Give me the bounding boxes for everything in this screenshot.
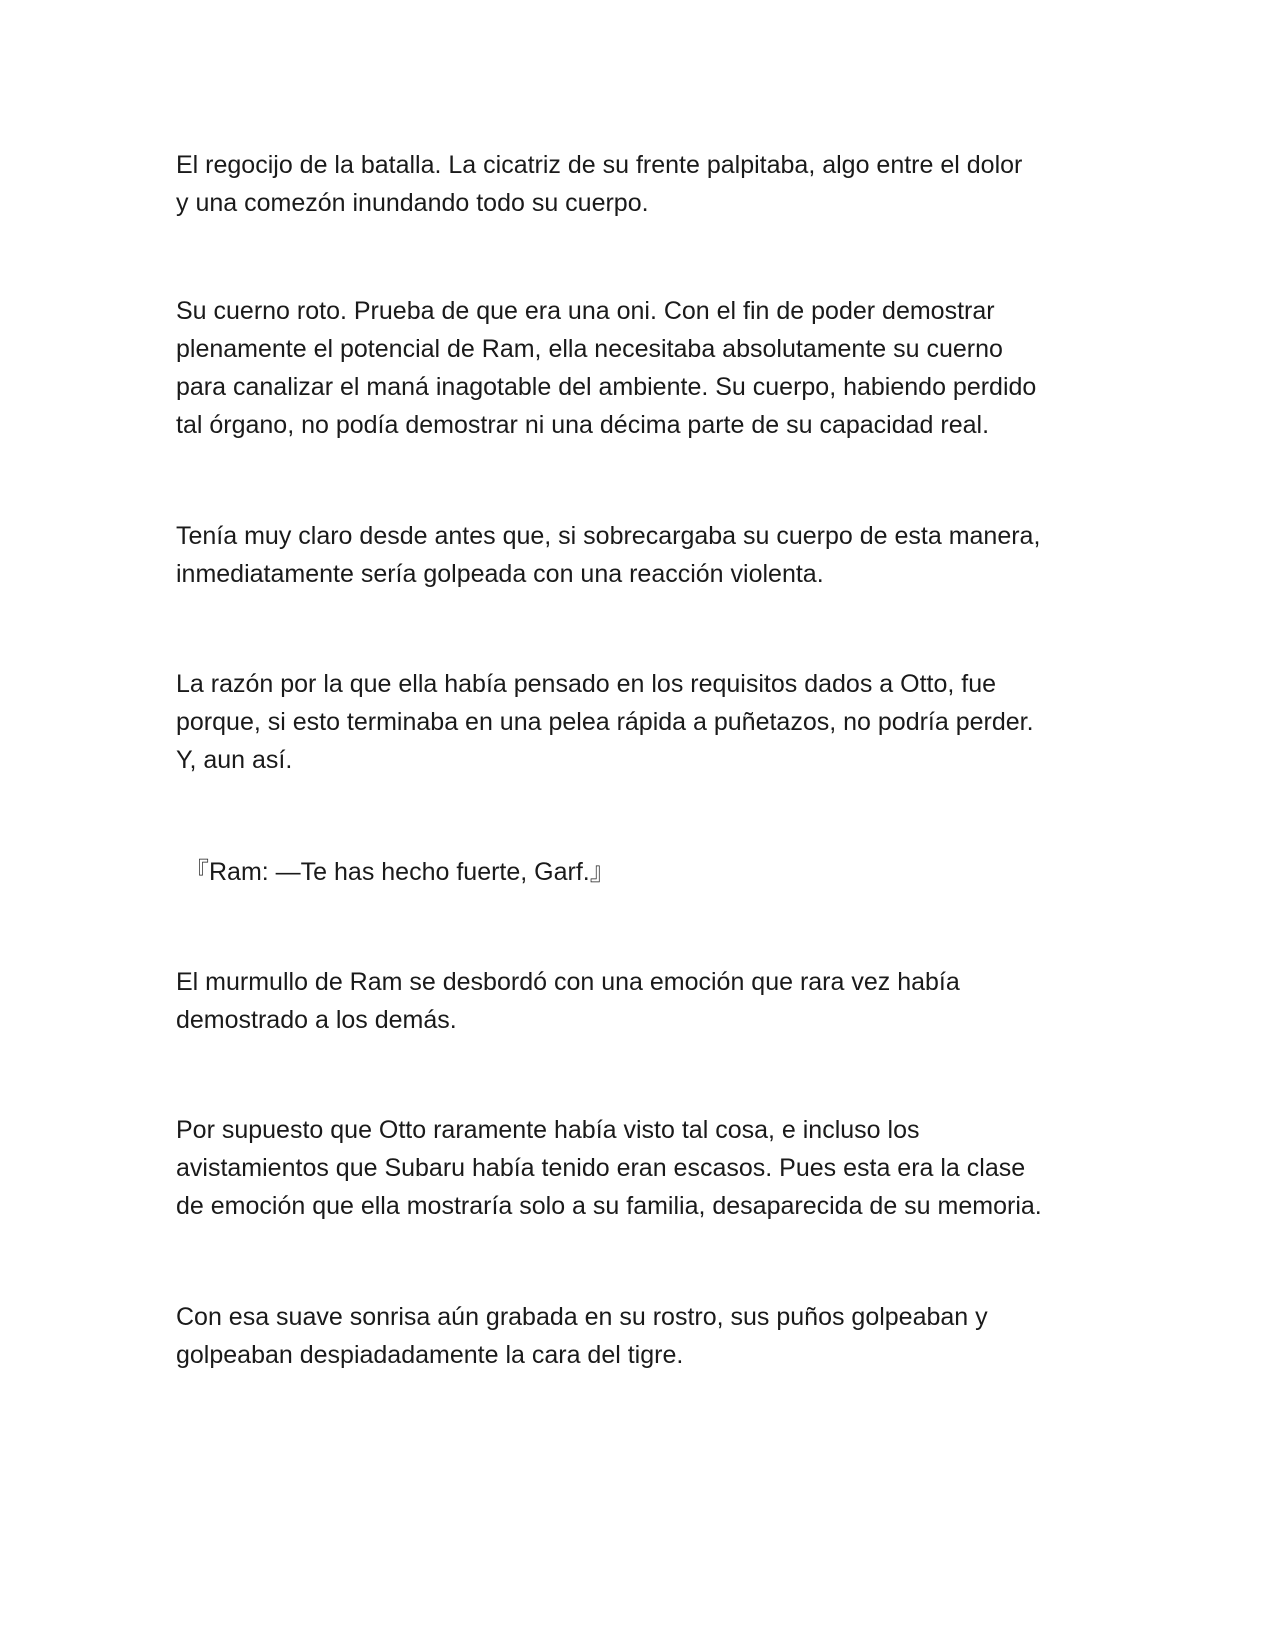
paragraph-6 [176, 963, 1116, 1039]
text-line: demostrado a los demás. [176, 1006, 457, 1034]
text-line: para canalizar el maná inagotable del ambiente. Su cuerpo, habiendo perdido [176, 373, 1037, 401]
text-line: golpeaban despiadadamente la cara del tigre. [176, 1341, 684, 1369]
text-line: inmediatamente sería golpeada con una reacción violenta. [176, 560, 824, 588]
paragraph-8 [176, 1298, 1116, 1374]
text-line: Tenía muy claro desde antes que, si sobrecargaba su cuerpo de esta manera, [176, 522, 1041, 550]
text-line: y una comezón inundando todo su cuerpo. [176, 189, 649, 217]
paragraph-3 [176, 517, 1116, 593]
dialogue-line [184, 853, 1124, 891]
paragraph-2 [176, 292, 1116, 444]
text-line: Su cuerno roto. Prueba de que era una oni. Con el fin de poder demostrar [176, 297, 995, 325]
paragraph-4 [176, 665, 1116, 779]
paragraph-7 [176, 1111, 1116, 1225]
text-line: Por supuesto que Otto raramente había visto tal cosa, e incluso los [176, 1116, 920, 1144]
text-line: 『Ram: —Te has hecho fuerte, Garf.』 [184, 858, 615, 886]
text-line: El murmullo de Ram se desbordó con una emoción que rara vez había [176, 968, 960, 996]
paragraph-1 [176, 146, 1116, 222]
text-line: tal órgano, no podía demostrar ni una décima parte de su capacidad real. [176, 411, 990, 439]
text-line: plenamente el potencial de Ram, ella necesitaba absolutamente su cuerno [176, 335, 1003, 363]
text-line: avistamientos que Subaru había tenido eran escasos. Pues esta era la clase [176, 1154, 1026, 1182]
text-line: Y, aun así. [176, 746, 293, 774]
text-line: La razón por la que ella había pensado en los requisitos dados a Otto, fue [176, 670, 997, 698]
text-line: porque, si esto terminaba en una pelea rápida a puñetazos, no podría perder. [176, 708, 1034, 736]
text-line: El regocijo de la batalla. La cicatriz de su frente palpitaba, algo entre el dolor [176, 151, 1023, 179]
text-line: de emoción que ella mostraría solo a su familia, desaparecida de su memoria. [176, 1192, 1042, 1220]
text-line: Con esa suave sonrisa aún grabada en su rostro, sus puños golpeaban y [176, 1303, 988, 1331]
